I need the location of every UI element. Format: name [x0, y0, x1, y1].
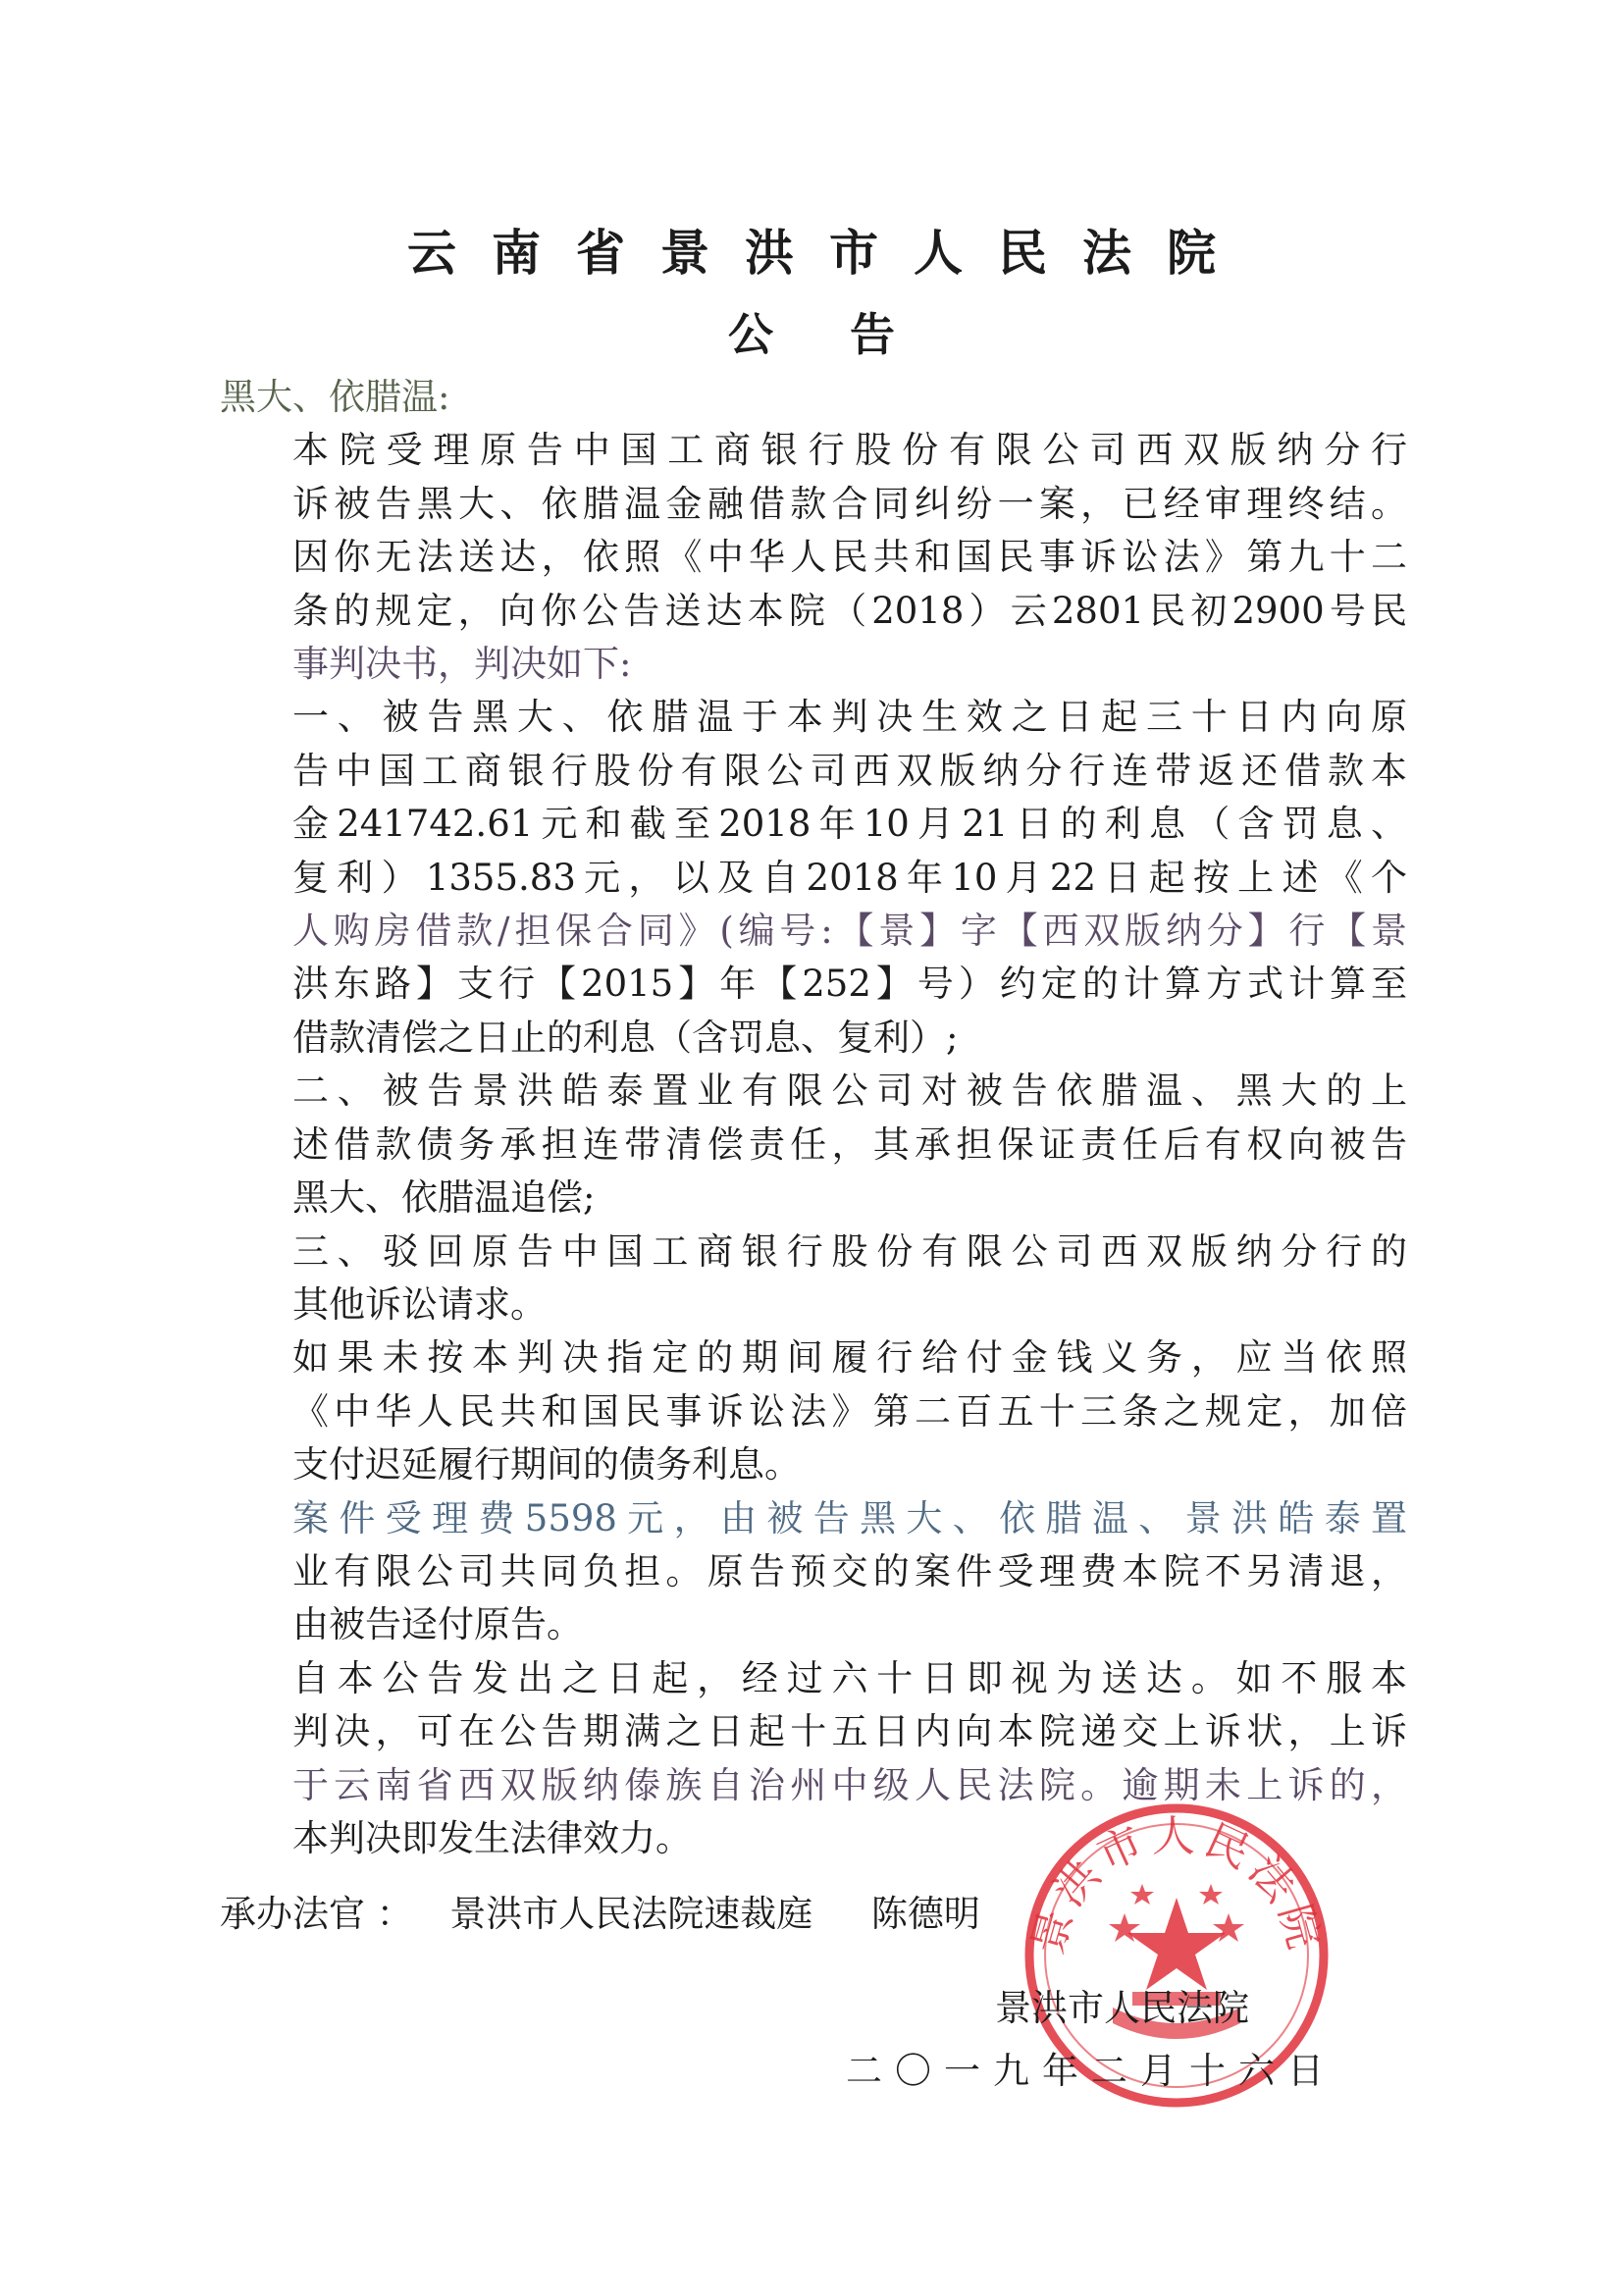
notice-body	[220, 371, 1407, 1865]
text-line: 条的规定，向你公告送达本院（2018）云2801民初2900号民	[292, 589, 1407, 632]
paragraph-ruling-3	[220, 1226, 1407, 1332]
text-line: 其他诉讼请求。	[292, 1282, 547, 1326]
text-line: 一、被告黑大、依腊温于本判决生效之日起三十日内向原	[292, 696, 1407, 739]
text-line: 黑大、依腊温追偿;	[292, 1176, 596, 1220]
addressee	[220, 371, 1407, 424]
paragraph-ruling-2	[220, 1065, 1407, 1225]
text-line: 因你无法送达，依照《中华人民共和国民事诉讼法》第九十二	[292, 536, 1407, 579]
issue-date: 二〇一九年二月十六日	[846, 2050, 1336, 2092]
paragraph-intro	[220, 424, 1407, 691]
text-line: 借款清偿之日止的利息（含罚息、复利）;	[292, 1016, 959, 1059]
text-line: 本院受理原告中国工商银行股份有限公司西双版纳分行	[292, 429, 1407, 472]
text-line: 本判决即发生法律效力。	[292, 1816, 692, 1859]
judge-org: 景洪市人民法院速裁庭	[449, 1893, 813, 1935]
text-line: 金241742.61元和截至2018年10月21日的利息（含罚息、	[292, 803, 1407, 846]
text-line: 述借款债务承担连带清偿责任，其承担保证责任后有权向被告	[292, 1122, 1407, 1166]
text-line: 人购房借款/担保合同》(编号:【景】字【西双版纳分】行【景	[292, 910, 1407, 953]
paragraph-fees	[220, 1492, 1407, 1652]
text-line: 《中华人民共和国民事诉讼法》第二百五十三条之规定，加倍	[292, 1389, 1407, 1433]
text-line: 支付迟延履行期间的债务利息。	[292, 1443, 801, 1487]
text-line: 判决，可在公告期满之日起十五日内向本院递交上诉状，上诉	[292, 1710, 1407, 1753]
text-line: 诉被告黑大、依腊温金融借款合同纠纷一案，已经审理终结。	[292, 482, 1407, 525]
text-line: 告中国工商银行股份有限公司西双版纳分行连带返还借款本	[292, 749, 1407, 792]
text-line: 事判决书，判决如下:	[292, 643, 632, 686]
court-title: 云南省景洪市人民法院	[407, 224, 1251, 282]
text-line: 业有限公司共同负担。原告预交的案件受理费本院不另清退，	[292, 1549, 1407, 1592]
judge-name: 陈德明	[870, 1893, 980, 1935]
text-line: 于云南省西双版纳傣族自治州中级人民法院。逾期未上诉的，	[292, 1763, 1407, 1806]
text-line: 自本公告发出之日起，经过六十日即视为送达。如不服本	[292, 1656, 1407, 1699]
text-line: 由被告迳付原告。	[292, 1603, 583, 1646]
text-line: 复利）1355.83元，以及自2018年10月22日起按上述《个	[292, 856, 1407, 899]
text-line: 如果未按本判决指定的期间履行给付金钱义务，应当依照	[292, 1336, 1407, 1380]
notice-title: 公告	[728, 308, 971, 361]
judge-label: 承办法官 ：	[220, 1893, 413, 1935]
issuer-name: 景洪市人民法院	[995, 1987, 1249, 2029]
text-line: 洪东路】支行【2015】年【252】号）约定的计算方式计算至	[292, 963, 1407, 1006]
text-line: 黑大、依腊温:	[220, 376, 450, 418]
seal-text: 景洪市人民法院	[1022, 1811, 1331, 1960]
text-line: 二、被告景洪皓泰置业有限公司对被告依腊温、黑大的上	[292, 1070, 1407, 1113]
text-line: 三、驳回原告中国工商银行股份有限公司西双版纳分行的	[292, 1229, 1407, 1273]
paragraph-enforcement	[220, 1331, 1407, 1491]
paragraph-ruling-1	[220, 691, 1407, 1065]
text-line: 案件受理费5598元，由被告黑大、依腊温、景洪皓泰置	[292, 1496, 1407, 1539]
judge-line	[220, 1884, 980, 1937]
